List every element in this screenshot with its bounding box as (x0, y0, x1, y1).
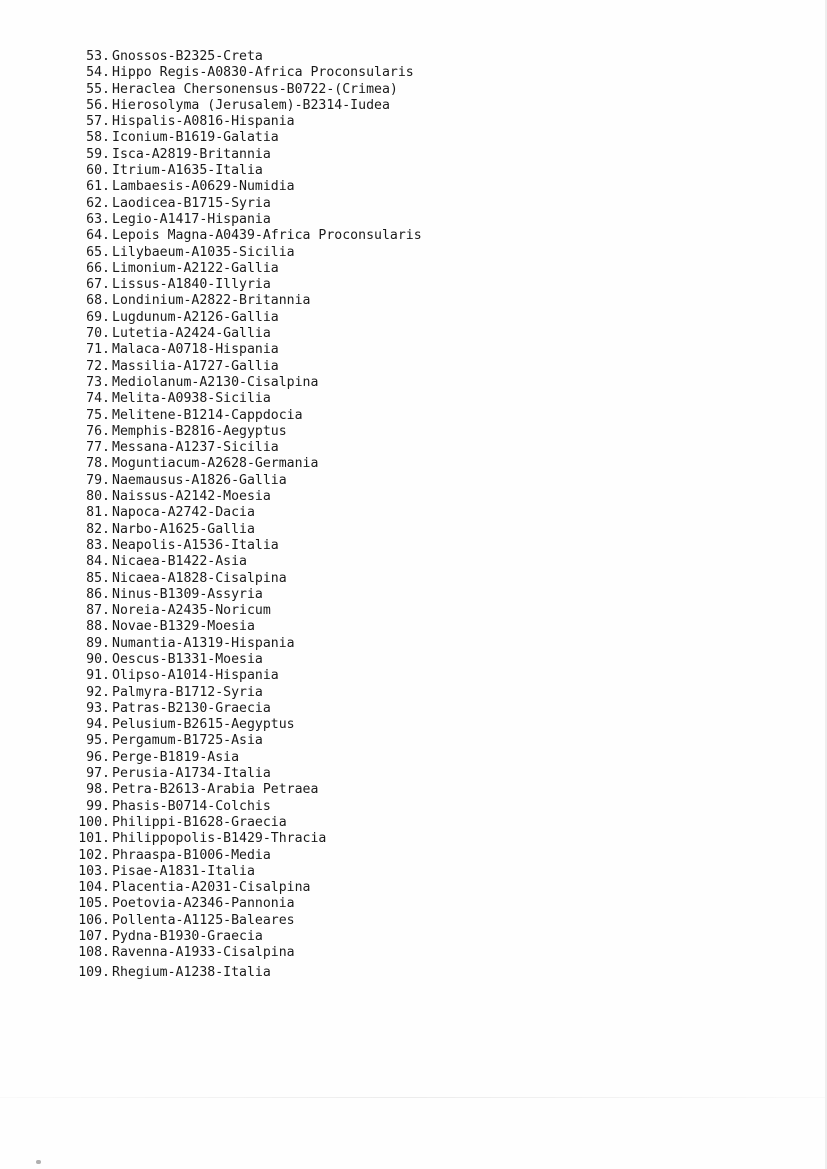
entry-number: 94. (86, 717, 110, 733)
list-item (62, 147, 422, 163)
entry-text: Napoca-A2742-Dacia (112, 505, 255, 521)
list-item (62, 212, 422, 228)
entry-number: 78. (86, 456, 110, 472)
list-item (62, 619, 422, 635)
entry-text: Lepois Magna-A0439-Africa Proconsularis (112, 228, 422, 244)
entry-number: 74. (86, 391, 110, 407)
entry-number: 83. (86, 537, 110, 553)
entry-number: 89. (86, 635, 110, 651)
list-item (62, 522, 422, 538)
entry-number: 84. (86, 554, 110, 570)
entry-text: Pisae-A1831-Italia (112, 863, 255, 879)
entry-number: 93. (86, 700, 110, 716)
entry-text: Palmyra-B1712-Syria (112, 684, 263, 700)
entry-text: Nicaea-B1422-Asia (112, 554, 247, 570)
entry-text: Moguntiacum-A2628-Germania (112, 456, 319, 472)
list-item (62, 864, 422, 880)
list-item (62, 277, 422, 293)
entry-text: Phasis-B0714-Colchis (112, 798, 271, 814)
entry-number: 105. (78, 896, 110, 912)
entry-text: Ninus-B1309-Assyria (112, 586, 263, 602)
entry-number: 68. (86, 293, 110, 309)
entry-text: Itrium-A1635-Italia (112, 163, 263, 179)
entry-number: 63. (86, 211, 110, 227)
entry-number: 101. (78, 831, 110, 847)
list-item (62, 310, 422, 326)
entry-text: Gnossos-B2325-Creta (112, 49, 263, 64)
list-item (62, 945, 422, 961)
entry-text: Perusia-A1734-Italia (112, 766, 271, 782)
entry-number: 64. (86, 228, 110, 244)
entry-text: Placentia-A2031-Cisalpina (112, 880, 311, 896)
entry-text: Neapolis-A1536-Italia (112, 537, 279, 553)
entry-text: Mediolanum-A2130-Cisalpina (112, 374, 319, 390)
entry-text: Pergamum-B1725-Asia (112, 733, 263, 749)
entry-text: Perge-B1819-Asia (112, 749, 240, 765)
entry-number: 56. (86, 97, 110, 113)
list-item (62, 571, 422, 587)
entry-text: Massilia-A1727-Gallia (112, 358, 279, 374)
entry-text: Isca-A2819-Britannia (112, 146, 271, 162)
list-item (62, 782, 422, 798)
entry-number: 79. (86, 472, 110, 488)
list-item (62, 456, 422, 472)
list-item (62, 750, 422, 766)
entry-text: Ravenna-A1933-Cisalpina (112, 945, 295, 961)
list-item (62, 603, 422, 619)
entry-text: Oescus-B1331-Moesia (112, 651, 263, 667)
entry-number: 106. (78, 912, 110, 928)
entry-number: 71. (86, 342, 110, 358)
entry-text: Lugdunum-A2126-Gallia (112, 309, 279, 325)
place-list (62, 49, 422, 981)
scan-artifact-line (0, 1097, 827, 1098)
list-item (62, 489, 422, 505)
entry-text: Malaca-A0718-Hispania (112, 342, 279, 358)
entry-number: 103. (78, 863, 110, 879)
entry-text: Melitene-B1214-Cappdocia (112, 407, 303, 423)
entry-number: 87. (86, 603, 110, 619)
entry-number: 108. (78, 945, 110, 961)
list-item (62, 408, 422, 424)
list-item (62, 766, 422, 782)
entry-text: Poetovia-A2346-Pannonia (112, 896, 295, 912)
entry-number: 65. (86, 244, 110, 260)
entry-text: Rhegium-A1238-Italia (112, 964, 271, 980)
list-item (62, 98, 422, 114)
entry-number: 86. (86, 586, 110, 602)
entry-number: 76. (86, 423, 110, 439)
list-item (62, 505, 422, 521)
list-item (62, 130, 422, 146)
entry-number: 80. (86, 489, 110, 505)
entry-number: 107. (78, 929, 110, 945)
entry-number: 73. (86, 374, 110, 390)
list-item (62, 49, 422, 65)
entry-text: Limonium-A2122-Gallia (112, 260, 279, 276)
list-item (62, 359, 422, 375)
list-item (62, 538, 422, 554)
list-item (62, 326, 422, 342)
list-item (62, 848, 422, 864)
entry-number: 60. (86, 163, 110, 179)
entry-text: Novae-B1329-Moesia (112, 619, 255, 635)
list-item (62, 815, 422, 831)
list-item (62, 65, 422, 81)
entry-number: 85. (86, 570, 110, 586)
entry-text: Philippi-B1628-Graecia (112, 814, 287, 830)
entry-number: 57. (86, 114, 110, 130)
entry-text: Phraaspa-B1006-Media (112, 847, 271, 863)
list-item (62, 880, 422, 896)
entry-number: 62. (86, 195, 110, 211)
entry-number: 58. (86, 130, 110, 146)
entry-number: 104. (78, 880, 110, 896)
entry-text: Naemausus-A1826-Gallia (112, 472, 287, 488)
entry-text: Hispalis-A0816-Hispania (112, 114, 295, 130)
list-item (62, 391, 422, 407)
entry-number: 69. (86, 309, 110, 325)
entry-number: 66. (86, 260, 110, 276)
entry-text: Memphis-B2816-Aegyptus (112, 423, 287, 439)
entry-text: Laodicea-B1715-Syria (112, 195, 271, 211)
list-item (62, 668, 422, 684)
entry-text: Olipso-A1014-Hispania (112, 668, 279, 684)
entry-number: 55. (86, 81, 110, 97)
entry-text: Naissus-A2142-Moesia (112, 489, 271, 505)
entry-text: Noreia-A2435-Noricum (112, 603, 271, 619)
entry-text: Messana-A1237-Sicilia (112, 440, 279, 456)
list-item (62, 196, 422, 212)
entry-text: Heraclea Chersonensus-B0722-(Crimea) (112, 81, 398, 97)
entry-number: 67. (86, 277, 110, 293)
entry-text: Philippopolis-B1429-Thracia (112, 831, 327, 847)
list-item (62, 701, 422, 717)
list-item (62, 799, 422, 815)
entry-number: 100. (78, 814, 110, 830)
entry-number: 75. (86, 407, 110, 423)
list-item (62, 82, 422, 98)
list-item (62, 717, 422, 733)
entry-text: Narbo-A1625-Gallia (112, 521, 255, 537)
entry-text: Pelusium-B2615-Aegyptus (112, 717, 295, 733)
scan-speck (36, 1160, 41, 1164)
entry-number: 99. (86, 798, 110, 814)
list-item (62, 261, 422, 277)
list-item (62, 913, 422, 929)
entry-text: Legio-A1417-Hispania (112, 211, 271, 227)
list-item (62, 685, 422, 701)
list-item (62, 114, 422, 130)
list-item (62, 293, 422, 309)
entry-text: Hierosolyma (Jerusalem)-B2314-Iudea (112, 97, 390, 113)
entry-text: Patras-B2130-Graecia (112, 700, 271, 716)
list-item (62, 929, 422, 945)
entry-number: 97. (86, 766, 110, 782)
entry-number: 72. (86, 358, 110, 374)
entry-text: Hippo Regis-A0830-Africa Proconsularis (112, 65, 414, 81)
entry-number: 54. (86, 65, 110, 81)
list-item (62, 179, 422, 195)
entry-text: Pollenta-A1125-Baleares (112, 912, 295, 928)
list-item (62, 342, 422, 358)
entry-number: 92. (86, 684, 110, 700)
entry-text: Lutetia-A2424-Gallia (112, 326, 271, 342)
entry-number: 77. (86, 440, 110, 456)
entry-number: 53. (86, 49, 110, 64)
entry-text: Londinium-A2822-Britannia (112, 293, 311, 309)
entry-text: Lilybaeum-A1035-Sicilia (112, 244, 295, 260)
entry-text: Petra-B2613-Arabia Petraea (112, 782, 319, 798)
entry-number: 91. (86, 668, 110, 684)
list-item (62, 424, 422, 440)
list-item (62, 587, 422, 603)
list-item (62, 245, 422, 261)
entry-number: 81. (86, 505, 110, 521)
entry-text: Pydna-B1930-Graecia (112, 929, 263, 945)
entry-text: Lambaesis-A0629-Numidia (112, 179, 295, 195)
list-item (62, 554, 422, 570)
entry-number: 70. (86, 326, 110, 342)
list-item (62, 636, 422, 652)
entry-text: Nicaea-A1828-Cisalpina (112, 570, 287, 586)
list-item (62, 896, 422, 912)
list-item (62, 163, 422, 179)
entry-text: Lissus-A1840-Illyria (112, 277, 271, 293)
entry-number: 82. (86, 521, 110, 537)
entry-number: 90. (86, 651, 110, 667)
entry-number: 98. (86, 782, 110, 798)
entry-number: 61. (86, 179, 110, 195)
entry-number: 96. (86, 749, 110, 765)
list-item (62, 652, 422, 668)
entry-text: Numantia-A1319-Hispania (112, 635, 295, 651)
entry-number: 109. (78, 964, 110, 980)
list-item (62, 733, 422, 749)
list-item (62, 473, 422, 489)
list-item (62, 440, 422, 456)
list-item (62, 375, 422, 391)
entry-number: 95. (86, 733, 110, 749)
entry-number: 102. (78, 847, 110, 863)
list-item (62, 831, 422, 847)
entry-text: Melita-A0938-Sicilia (112, 391, 271, 407)
entry-text: Iconium-B1619-Galatia (112, 130, 279, 146)
list-item (62, 228, 422, 244)
entry-number: 88. (86, 619, 110, 635)
list-item (62, 965, 422, 981)
entry-number: 59. (86, 146, 110, 162)
